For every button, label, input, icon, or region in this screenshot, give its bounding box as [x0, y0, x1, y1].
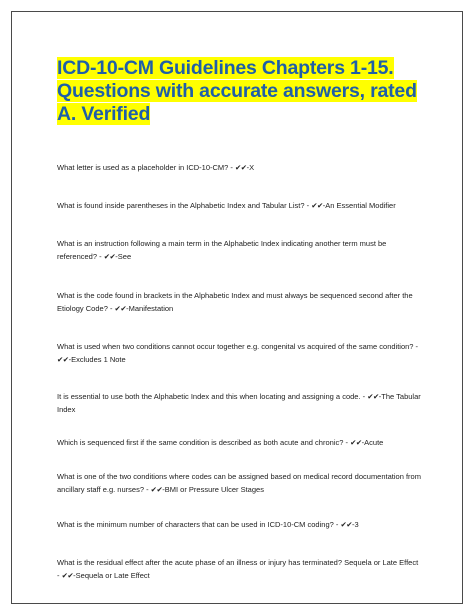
answer-text: X	[249, 162, 255, 172]
answer-separator: -	[73, 570, 76, 580]
qa-item-minimum-characters	[57, 518, 422, 531]
title-line-1: ICD-10-CM Guidelines Chapters 1-15.	[57, 57, 394, 79]
checkmark-icon: ✔✔	[57, 354, 69, 364]
answer-text: See	[117, 251, 132, 261]
separator: -	[343, 437, 351, 447]
separator: -	[333, 519, 341, 529]
question-text: What is the residual effect after the acute phase of an illness or injury has terminated? Sequela or Late Effect	[57, 557, 419, 567]
checkmark-icon: ✔✔	[311, 200, 323, 210]
question-text: What is an instruction following a main term in the Alphabetic Index indicating another term must be referenced?	[57, 238, 387, 261]
separator: -	[304, 200, 312, 210]
question-text: Which is sequenced first if the same condition is described as both acute and chronic?	[57, 437, 344, 447]
checkmark-icon: ✔✔	[367, 391, 379, 401]
answer-separator: -	[246, 162, 250, 172]
qa-item-brackets-code	[57, 289, 422, 315]
title-line-2: Questions with accurate answers, rated	[57, 80, 417, 102]
answer-separator: -	[115, 251, 118, 261]
question-text: What letter is used as a placeholder in ICD-10-CM?	[57, 162, 229, 172]
question-text: What is one of the two conditions where codes can be assigned based on medical record documentation from ancillary staff e.g. nurses?	[57, 471, 421, 494]
separator: -	[107, 303, 115, 313]
answer-separator: -	[378, 391, 382, 401]
question-text: What is the minimum number of characters that can be used in ICD-10-CM coding?	[57, 519, 334, 529]
document-page	[11, 11, 463, 604]
qa-item-parentheses	[57, 199, 422, 212]
question-text: It is essential to use both the Alphabetic Index and this when locating and assigning a code.	[57, 391, 361, 401]
qa-item-ancillary-staff	[57, 470, 422, 496]
question-text: What is the code found in brackets in the Alphabetic Index and must always be sequenced second after the Etiology Code?	[57, 290, 413, 313]
answer-text: Sequela or Late Effect	[75, 570, 150, 580]
checkmark-icon: ✔✔	[350, 437, 362, 447]
title-line-3: A. Verified	[57, 103, 151, 125]
answer-separator: -	[68, 354, 72, 364]
answer-text: 3	[354, 519, 359, 529]
answer-separator: -	[352, 519, 355, 529]
question-text: What is used when two conditions cannot occur together e.g. congenital vs acquired of the same condition?	[57, 341, 414, 351]
answer-separator: -	[126, 303, 129, 313]
separator: -	[228, 162, 235, 172]
separator: -	[97, 251, 104, 261]
qa-item-placeholder-letter	[57, 161, 422, 174]
qa-item-acute-chronic	[57, 436, 422, 449]
separator: -	[144, 484, 151, 494]
qa-item-residual-effect	[57, 556, 422, 582]
answer-text: Excludes 1 Note	[71, 354, 126, 364]
checkmark-icon: ✔✔	[235, 162, 247, 172]
separator: -	[360, 391, 368, 401]
answer-separator: -	[162, 484, 165, 494]
answer-separator: -	[361, 437, 365, 447]
answer-text: BMI or Pressure Ulcer Stages	[164, 484, 264, 494]
answer-text: Manifestation	[128, 303, 174, 313]
qa-item-excludes-note	[57, 340, 422, 366]
separator: -	[57, 570, 62, 580]
qa-item-tabular-index	[57, 390, 422, 416]
checkmark-icon: ✔✔	[103, 251, 116, 261]
checkmark-icon: ✔✔	[114, 303, 127, 313]
separator: -	[413, 341, 419, 351]
answer-separator: -	[322, 200, 326, 210]
checkmark-icon: ✔✔	[340, 519, 353, 529]
checkmark-icon: ✔✔	[61, 570, 74, 580]
answer-text: Acute	[364, 437, 384, 447]
qa-item-instruction-see	[57, 237, 422, 263]
document-title	[57, 57, 437, 126]
answer-text: An Essential Modifier	[325, 200, 396, 210]
question-text: What is found inside parentheses in the Alphabetic Index and Tabular List?	[57, 200, 305, 210]
answer-text: The Tabular Index	[57, 391, 421, 414]
checkmark-icon: ✔✔	[150, 484, 163, 494]
